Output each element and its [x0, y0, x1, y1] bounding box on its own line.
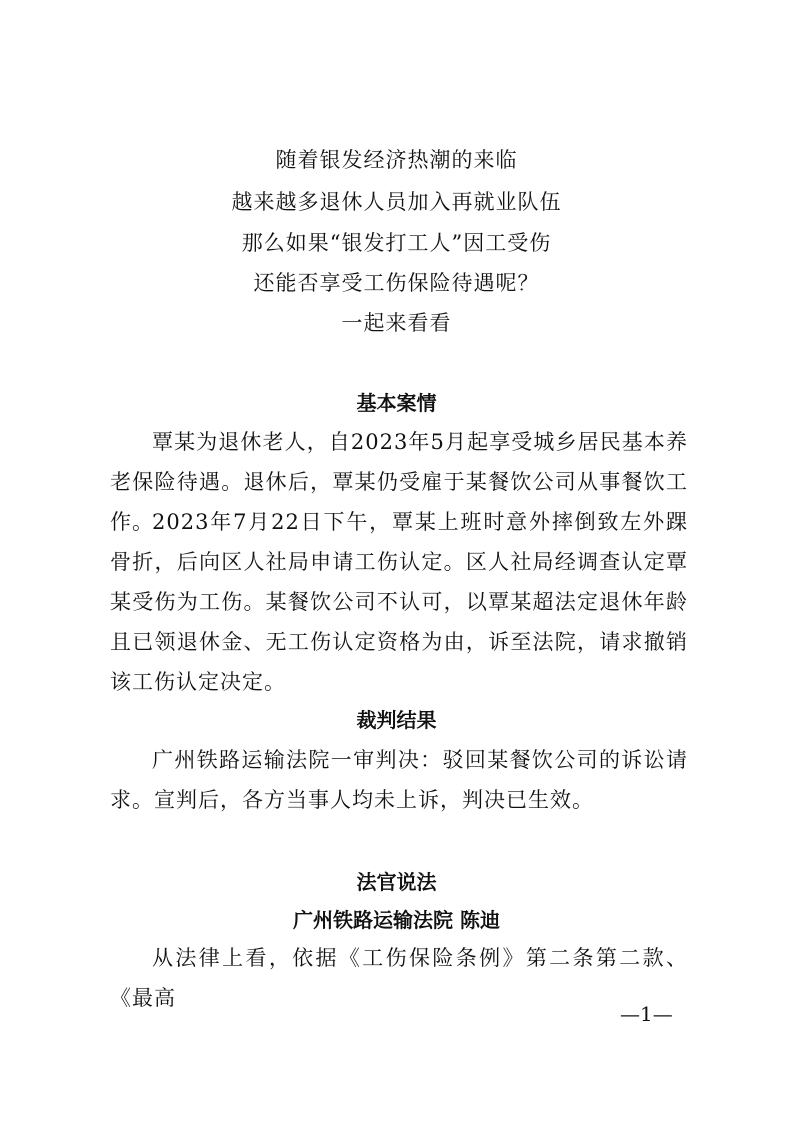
intro-line-5: 一起来看看	[341, 311, 452, 335]
case-paragraph-1: 覃某为退休老人，自2023年5月起享受城乡居民基本养老保险待遇。退休后，覃某仍受雇于某餐饮公司从事餐饮工作。	[110, 430, 688, 534]
intro-line-2: 越来越多退休人员加入再就业队伍	[231, 190, 562, 214]
judgment-paragraph: 广州铁路运输法院一审判决：驳回某餐饮公司的诉讼请求。宣判后，各方当事人均未上诉，判决已生效。	[110, 748, 688, 812]
page-number: —1—	[620, 1002, 673, 1026]
intro-line-1: 随着银发经济热潮的来临	[275, 148, 518, 172]
section-heading-judgment: 裁判结果	[356, 708, 437, 732]
case-paragraph-2: 2023年7月22日下午，覃某上班时意外摔倒致左外踝骨折，后向区人社局申请工伤认定。区人社局经调查认定覃某受伤为工伤。某餐饮公司不认可，以覃某超法定退休年龄且已领退休金、无工伤认定资格为由，诉至法院，请求撤销该工伤认定决定。	[110, 510, 688, 694]
intro-line-4: 还能否享受工伤保险待遇呢？	[253, 271, 540, 295]
intro-line-3: 那么如果“银发打工人”因工受伤	[241, 231, 552, 255]
section-heading-case: 基本案情	[356, 391, 437, 415]
section-heading-judge-says: 法官说法	[356, 870, 437, 894]
judge-byline: 广州铁路运输法院 陈迪	[293, 908, 500, 932]
judge-paragraph: 从法律上看，依据《工伤保险条例》第二条第二款、《最高	[110, 946, 688, 1010]
